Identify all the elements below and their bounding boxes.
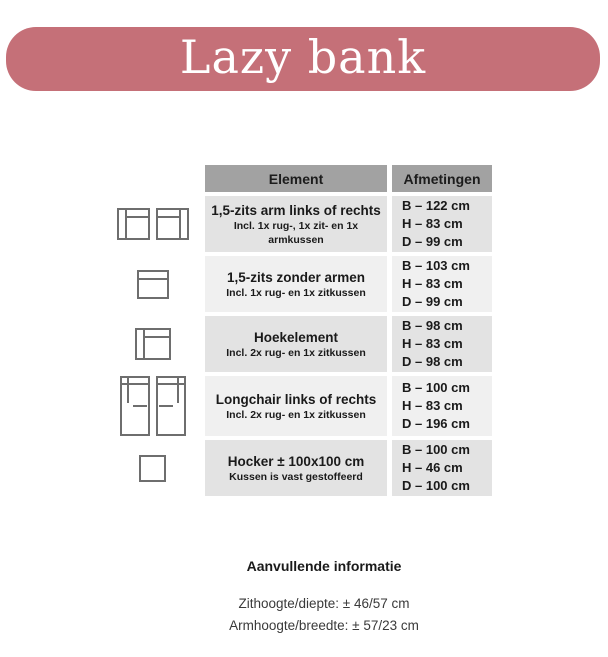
sofa-armless-icon (100, 256, 205, 312)
dimension-height: H – 83 cm (402, 216, 463, 231)
dimensions-cell (392, 196, 492, 252)
element-title: Hocker ± 100x100 cm (227, 453, 365, 469)
dimension-height: H – 83 cm (402, 336, 463, 351)
table-row (100, 376, 492, 436)
dimensions-cell (392, 376, 492, 436)
element-subtitle: Incl. 1x rug-, 1x zit- en 1x armkussen (233, 219, 359, 246)
element-subtitle: Incl. 2x rug- en 1x zitkussen (226, 408, 366, 421)
table-row (100, 316, 492, 372)
additional-info-lines (150, 593, 498, 637)
dimensions-cell (392, 316, 492, 372)
element-title: 1,5-zits zonder armen (226, 269, 366, 285)
dimension-depth: D – 99 cm (402, 234, 463, 249)
additional-info-heading: Aanvullende informatie (246, 558, 402, 574)
element-subtitle: Kussen is vast gestoffeerd (229, 470, 363, 483)
element-title: 1,5-zits arm links of rechts (211, 202, 381, 218)
dimensions-table (100, 165, 492, 496)
element-cell (205, 376, 387, 436)
element-subtitle: Incl. 1x rug- en 1x zitkussen (226, 286, 366, 299)
dimension-depth: D – 98 cm (402, 354, 463, 369)
element-subtitle: Incl. 2x rug- en 1x zitkussen (226, 346, 366, 359)
dimension-width: B – 122 cm (402, 198, 470, 213)
dimension-height: H – 46 cm (402, 460, 463, 475)
dimension-depth: D – 100 cm (402, 478, 470, 493)
dimension-width: B – 100 cm (402, 380, 470, 395)
title-banner (6, 27, 600, 91)
table-row (100, 196, 492, 252)
table-header-row (205, 165, 492, 192)
dimension-depth: D – 99 cm (402, 294, 463, 309)
column-header-element: Element (205, 165, 387, 192)
element-cell (205, 440, 387, 496)
element-cell (205, 316, 387, 372)
table-row (100, 440, 492, 496)
dimension-width: B – 100 cm (402, 442, 470, 457)
sofa-arm-left-or-right-icon (100, 196, 205, 252)
dimension-width: B – 98 cm (402, 318, 463, 333)
additional-info-section (150, 558, 498, 637)
dimension-height: H – 83 cm (402, 398, 463, 413)
dimension-depth: D – 196 cm (402, 416, 470, 431)
element-cell (205, 196, 387, 252)
element-cell (205, 256, 387, 312)
dimension-height: H – 83 cm (402, 276, 463, 291)
seat-height-depth-line: Zithoogte/diepte: ± 46/57 cm (238, 596, 410, 611)
page-title: Lazy bank (179, 30, 427, 84)
hocker-icon (100, 440, 205, 496)
longchair-left-or-right-icon (100, 376, 205, 436)
dimensions-cell (392, 440, 492, 496)
element-title: Hoekelement (253, 329, 339, 345)
column-header-afmetingen: Afmetingen (392, 165, 492, 192)
arm-height-width-line: Armhoogte/breedte: ± 57/23 cm (229, 618, 419, 633)
corner-element-icon (100, 316, 205, 372)
element-title: Longchair links of rechts (215, 391, 377, 407)
dimensions-cell (392, 256, 492, 312)
dimension-width: B – 103 cm (402, 258, 470, 273)
table-row (100, 256, 492, 312)
